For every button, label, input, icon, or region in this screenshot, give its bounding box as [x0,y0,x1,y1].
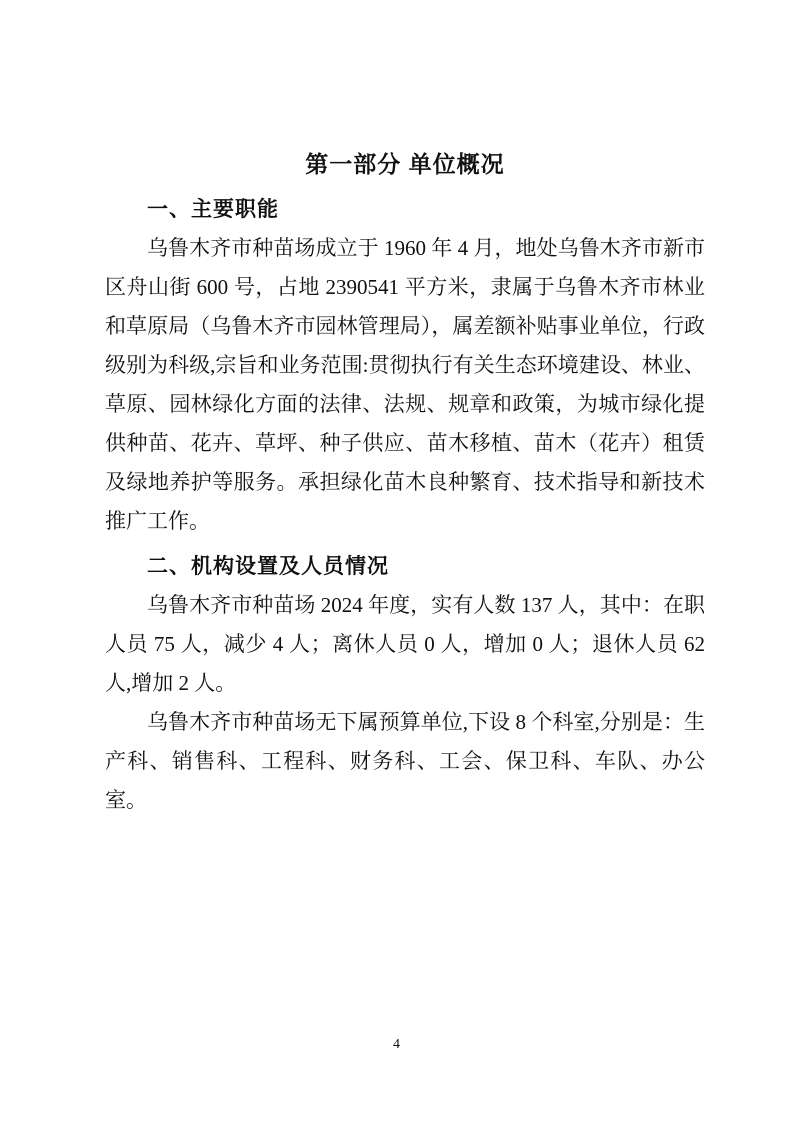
paragraph-departments: 乌鲁木齐市种苗场无下属预算单位,下设 8 个科室,分别是：生产科、销售科、工程科、财务科、工会、保卫科、车队、办公室。 [105,710,705,812]
paragraph-main-functions: 乌鲁木齐市种苗场成立于 1960 年 4 月，地处乌鲁木齐市新市区舟山街 600 号，占地 2390541 平方米，隶属于乌鲁木齐市林业和草原局（乌鲁木齐市园林管理局），属差额补贴事业单位，行政级别为科级,宗旨和业务范围:贯彻执行有关生态环境建设、林业、草原、园林绿化方面的法律、法规、规章和政策，为城市绿化提供种苗、花卉、草坪、种子供应、苗木移植、苗木（花卉）租赁及绿地养护等服务。承担绿化苗木良种繁育、技术指导和新技术推广工作。 [105,236,705,533]
paragraph-personnel-numbers: 乌鲁木齐市种苗场 2024 年度，实有人数 137 人，其中：在职人员 75 人，减少 4 人；离休人员 0 人，增加 0 人；退休人员 62 人,增加 2 人。 [105,593,705,695]
page-number: 4 [393,1037,400,1052]
page-title: 第一部分 单位概况 [305,151,505,177]
section-heading-organization-personnel: 二、机构设置及人员情况 [147,555,389,578]
section-heading-main-functions: 一、主要职能 [147,198,279,221]
document-content [105,145,705,820]
